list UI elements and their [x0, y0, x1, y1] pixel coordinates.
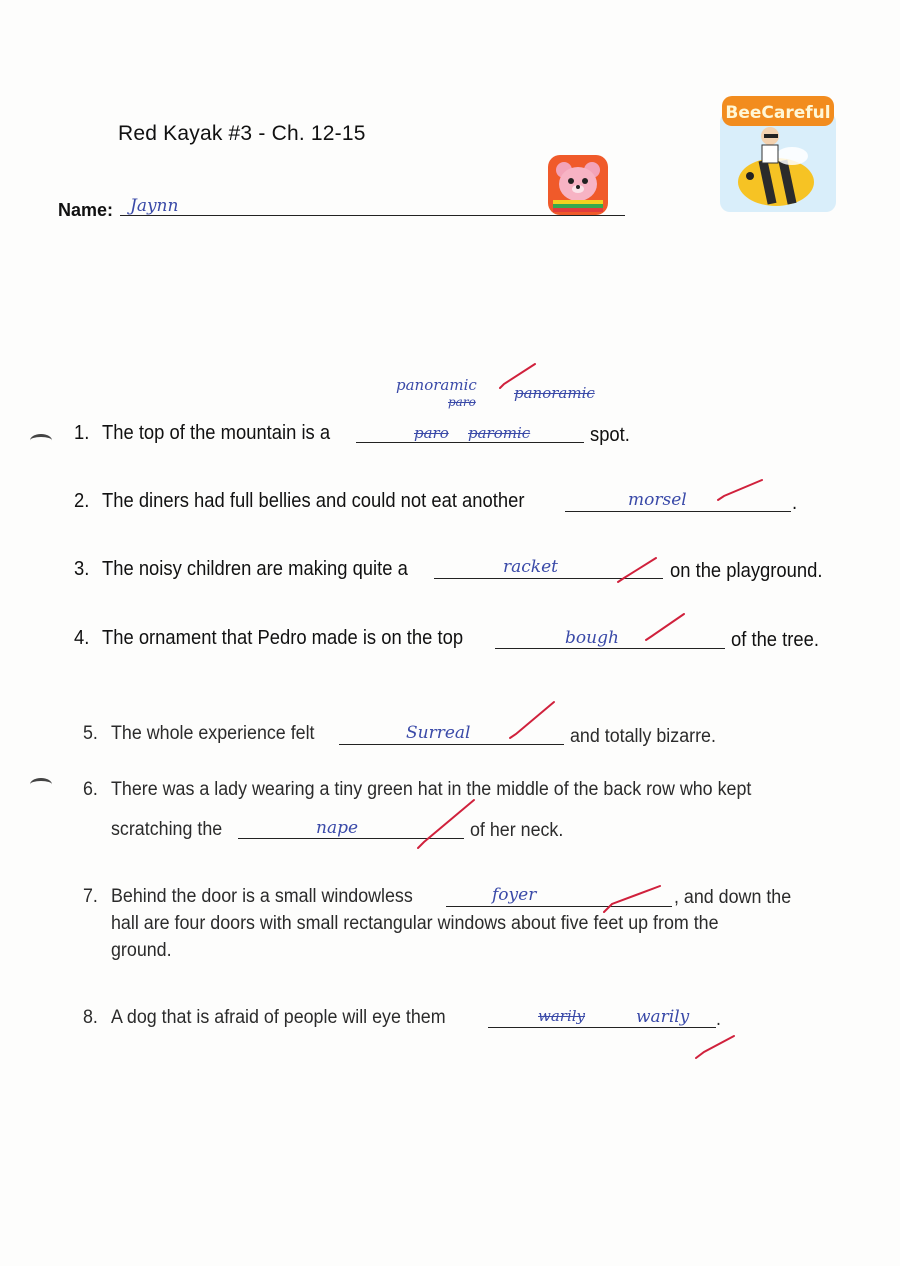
- q7-text-after: , and down the: [674, 887, 792, 908]
- q3-number: 3.: [74, 558, 90, 580]
- q8-number: 8.: [83, 1007, 98, 1028]
- logo-text: BeeCareful: [725, 103, 831, 123]
- q1-struck-1: paro: [414, 424, 449, 442]
- q7-text-line3: ground.: [111, 940, 172, 961]
- q7-number: 7.: [83, 886, 98, 907]
- q5-text-after: and totally bizarre.: [570, 726, 716, 747]
- check-mark-icon: [418, 800, 474, 848]
- q5-text-before: The whole experience felt: [111, 723, 315, 744]
- student-name: Jaynn: [130, 196, 179, 216]
- q8-text-before: A dog that is afraid of people will eye them: [111, 1007, 446, 1028]
- q4-answer: bough: [565, 628, 619, 648]
- q2-answer: morsel: [628, 490, 687, 510]
- q5-number: 5.: [83, 723, 98, 744]
- check-mark-icon: [696, 1036, 734, 1058]
- q7-answer: foyer: [492, 885, 537, 905]
- q6-text-line1: There was a lady wearing a tiny green hat in the middle of the back row who kept: [111, 779, 752, 800]
- q4-text-after: of the tree.: [731, 629, 819, 651]
- q1-struck-2: paromic: [468, 424, 531, 442]
- check-mark-icon: [718, 480, 762, 500]
- q6-answer: nape: [316, 818, 359, 838]
- q7-text-line2: hall are four doors with small rectangular windows about five feet up from the: [111, 913, 719, 934]
- q1-answer-above-struck: paro: [448, 395, 476, 409]
- check-mark-icon: [510, 702, 554, 738]
- name-label: Name:: [58, 200, 114, 220]
- q6-text-before: scratching the: [111, 819, 223, 840]
- q6-number: 6.: [83, 779, 98, 800]
- q3-text-after: on the playground.: [670, 560, 823, 582]
- q1-text-after: spot.: [590, 424, 630, 446]
- q5-answer: Surreal: [406, 723, 471, 743]
- q8-answer: warily: [636, 1007, 690, 1027]
- q1-text-before: The top of the mountain is a: [102, 422, 331, 444]
- check-mark-icon: [500, 364, 535, 388]
- q2-text-after: .: [792, 492, 798, 514]
- q1-answer-above: panoramic: [396, 376, 477, 394]
- q3-answer: racket: [503, 557, 558, 577]
- check-mark-icon: [618, 558, 656, 582]
- q1-number: 1.: [74, 422, 90, 444]
- q3-text-before: The noisy children are making quite a: [102, 558, 408, 580]
- check-mark-icon: [646, 614, 684, 640]
- check-mark-icon: [604, 886, 660, 912]
- q2-number: 2.: [74, 490, 90, 512]
- q7-text-before: Behind the door is a small windowless: [111, 886, 413, 907]
- q8-answer-struck: warily: [538, 1007, 586, 1025]
- worksheet-title: Red Kayak #3 - Ch. 12-15: [118, 122, 366, 145]
- q6-text-after: of her neck.: [470, 820, 564, 841]
- q8-text-after: .: [716, 1009, 721, 1030]
- q4-text-before: The ornament that Pedro made is on the top: [102, 627, 464, 649]
- q1-correction: panoramic: [514, 384, 595, 402]
- q4-number: 4.: [74, 627, 90, 649]
- q2-text-before: The diners had full bellies and could not eat another: [102, 490, 525, 512]
